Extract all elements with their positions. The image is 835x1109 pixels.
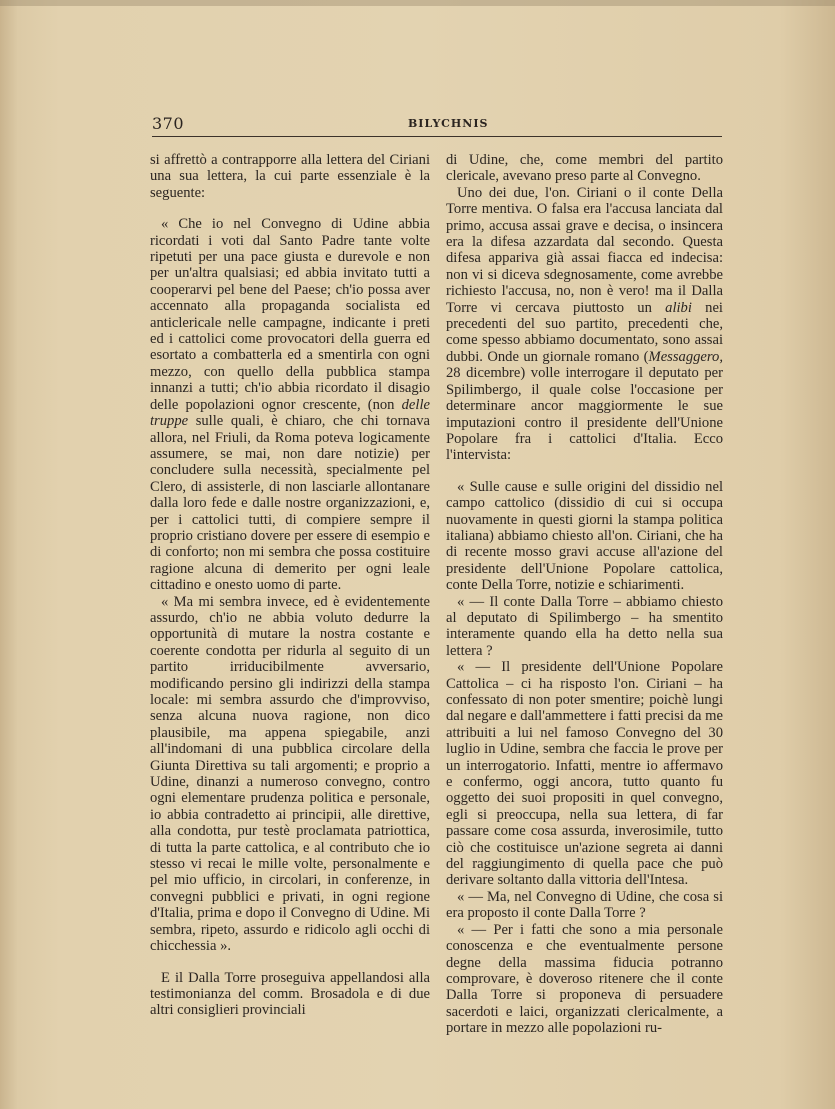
paragraph [446,185,723,464]
right-column [446,152,723,1037]
paragraph: di Udine, che, come membri del partito clericale, avevano preso parte al Convegno. [446,152,723,185]
italic-run: delle truppe [150,396,430,430]
page-header [152,112,722,136]
italic-run: alibi [665,299,692,316]
interview-paragraph: « — Per i fatti che sono a mia personale conoscenza e che eventualmente persone degne della massima fiducia potranno comprovare, è doveroso ritenere che il conte Dalla Torre si proponeva di persuadere sacerdoti e laici, organizzati clericalmente, a portare in mezzo alle popolazioni ru- [446,921,723,1037]
quote-paragraph [150,216,430,593]
interview-paragraph: « — Ma, nel Convegno di Udine, che cosa si era proposto il conte Dalla Torre ? [446,888,723,922]
text-run: nei precedenti del suo partito, precedenti che, come spesso abbiamo documentato, sono assai dubbi. Onde un giornale romano ( [446,299,723,365]
text-run: 28 dicembre) volle interrogare il deputato per Spilimbergo, il quale colse l'occasione per determinare ancor maggiormente le sue imputazioni contro il presidente dell'Unione Popolare fra i cattolici d'Italia. Ecco l'intervista: [446,365,723,464]
text-run: « Che io nel Convegno di Udine abbia ricordati i voti dal Santo Padre tante volte ripetuti per una pace giusta e durevole e non per un'altra qualsiasi; ed abbia invitato tutti a cooperarvi pel bene del Paese; ch'io possa aver accennato alla propaganda socialista ed anticlericale nelle campagne, indicante i preti ed i cattolici come provocatori della guerra ed esortato a combatterla ed a smentirla con ogni mezzo, con quello della pubblica stampa innanzi a tutti; ch'io abbia ricordato il disagio delle popolazioni ognor crescente, (non [150,216,430,413]
page-number: 370 [152,114,185,133]
paragraph: E il Dalla Torre proseguiva appellandosi alla testimonianza del comm. Brosadola e di due altri consiglieri provinciali [150,969,430,1019]
interview-paragraph: « — Il conte Dalla Torre – abbiamo chiesto al deputato di Spilimbergo – ha smentito interamente quando ella ha detto nella sua lettera ? [446,593,723,659]
interview-paragraph: « — Il presidente dell'Unione Popolare Cattolica – ci ha risposto l'on. Ciriani – ha confessato di non poter smentire; poichè lungi dal negare e dall'ammettere i fatti precisi da me attribuiti a lui nel famoso Convegno del 30 luglio in Udine, sembra che faccia le prove per un interrogatorio. Infatti, mentre io affermavo e confermo, oggi ancora, tutto quanto fu oggetto dei suoi propositi in quel convegno, egli si preoccupa, nella sua lettera, di far passare come cosa assurda, inverosimile, tutto ciò che costituisce un'azione segreta ai danni del raggiungimento di quella pace che può derivare soltanto dalla vittoria dell'Intesa. [446,659,723,889]
header-rule [152,136,722,137]
text-run: Uno dei due, l'on. Ciriani o il conte Della Torre mentiva. O falsa era l'accusa lanciata dal primo, accusa assai grave e decisa, o insincera era la difesa azzardata dal secondo. Questa difesa appariva già assai fiacca ed indecisa: non vi si diceva sdegnosamente, come avrebbe richiesto l'accusa, no, non è vero! ma il Dalla Torre vi cercava piuttosto un [446,184,723,316]
running-head: BILYCHNIS [408,117,489,130]
interview-paragraph: « Sulle cause e sulle origini del dissidio nel campo cattolico (dissidio di cui si occupa nuovamente in questi giorni la stampa politica italiana) abbiamo chiesto all'on. Ciriani, che ha di recente mosso gravi accuse all'azione del presidente dell'Unione Popolare cattolica, conte Della Torre, notizie e schiarimenti. [446,478,723,594]
quote-paragraph: « Ma mi sembra invece, ed è evidentemente assurdo, ch'io ne abbia voluto dedurre la opportunità di mutare la nostra costante e coerente condotta per ridurla al seguito di un partito irriducibilmente avversario, modificando persino gli indirizzi della stampa locale: mi sembra assurdo che d'improvviso, senza alcuna nuova ragione, non dico plausibile, ma appena spiegabile, anzi all'indomani di una pubblica circolare della Giunta Direttiva su tali argomenti; e proprio a Udine, dinanzi a numeroso convegno, contro ogni elementare prudenza politica e personale, io abbia contradetto ai principii, alle direttive, alla condotta, pur testè proclamata patriottica, di tutta la parte cattolica, e al contributo che io stesso vi recai le mille volte, personalmente e pel mio ufficio, in circolari, in conferenze, in convegni pubblici e privati, in ogni regione d'Italia, prima e dopo il Convegno di Udine. Mi sembra, ripeto, assurdo e ridicolo agli occhi di chicchessia ». [150,593,430,955]
paragraph: si affrettò a contrapporre alla lettera del Ciriani una sua lettera, la cui parte essenziale è la seguente: [150,152,430,201]
italic-run: Messaggero, [648,348,723,365]
text-run: sulle quali, è chiaro, che chi tornava allora, nel Friuli, da Roma poteva logicamente assumere, se mai, non dare notizie) per concludere sulla necessità, specialmente pel Clero, di assisterle, di non lasciarle allontanare dalla loro fede e dalle nostre organizzazioni, e, per i cattolici tutti, di compiere sempre il proprio cristiano dovere per essere di esempio e di conforto; non mi sembra che possa costituire ragione alcuna di demerito per ogni leale cittadino e onesto uomo di parte. [150,413,430,594]
left-column [150,152,430,1019]
